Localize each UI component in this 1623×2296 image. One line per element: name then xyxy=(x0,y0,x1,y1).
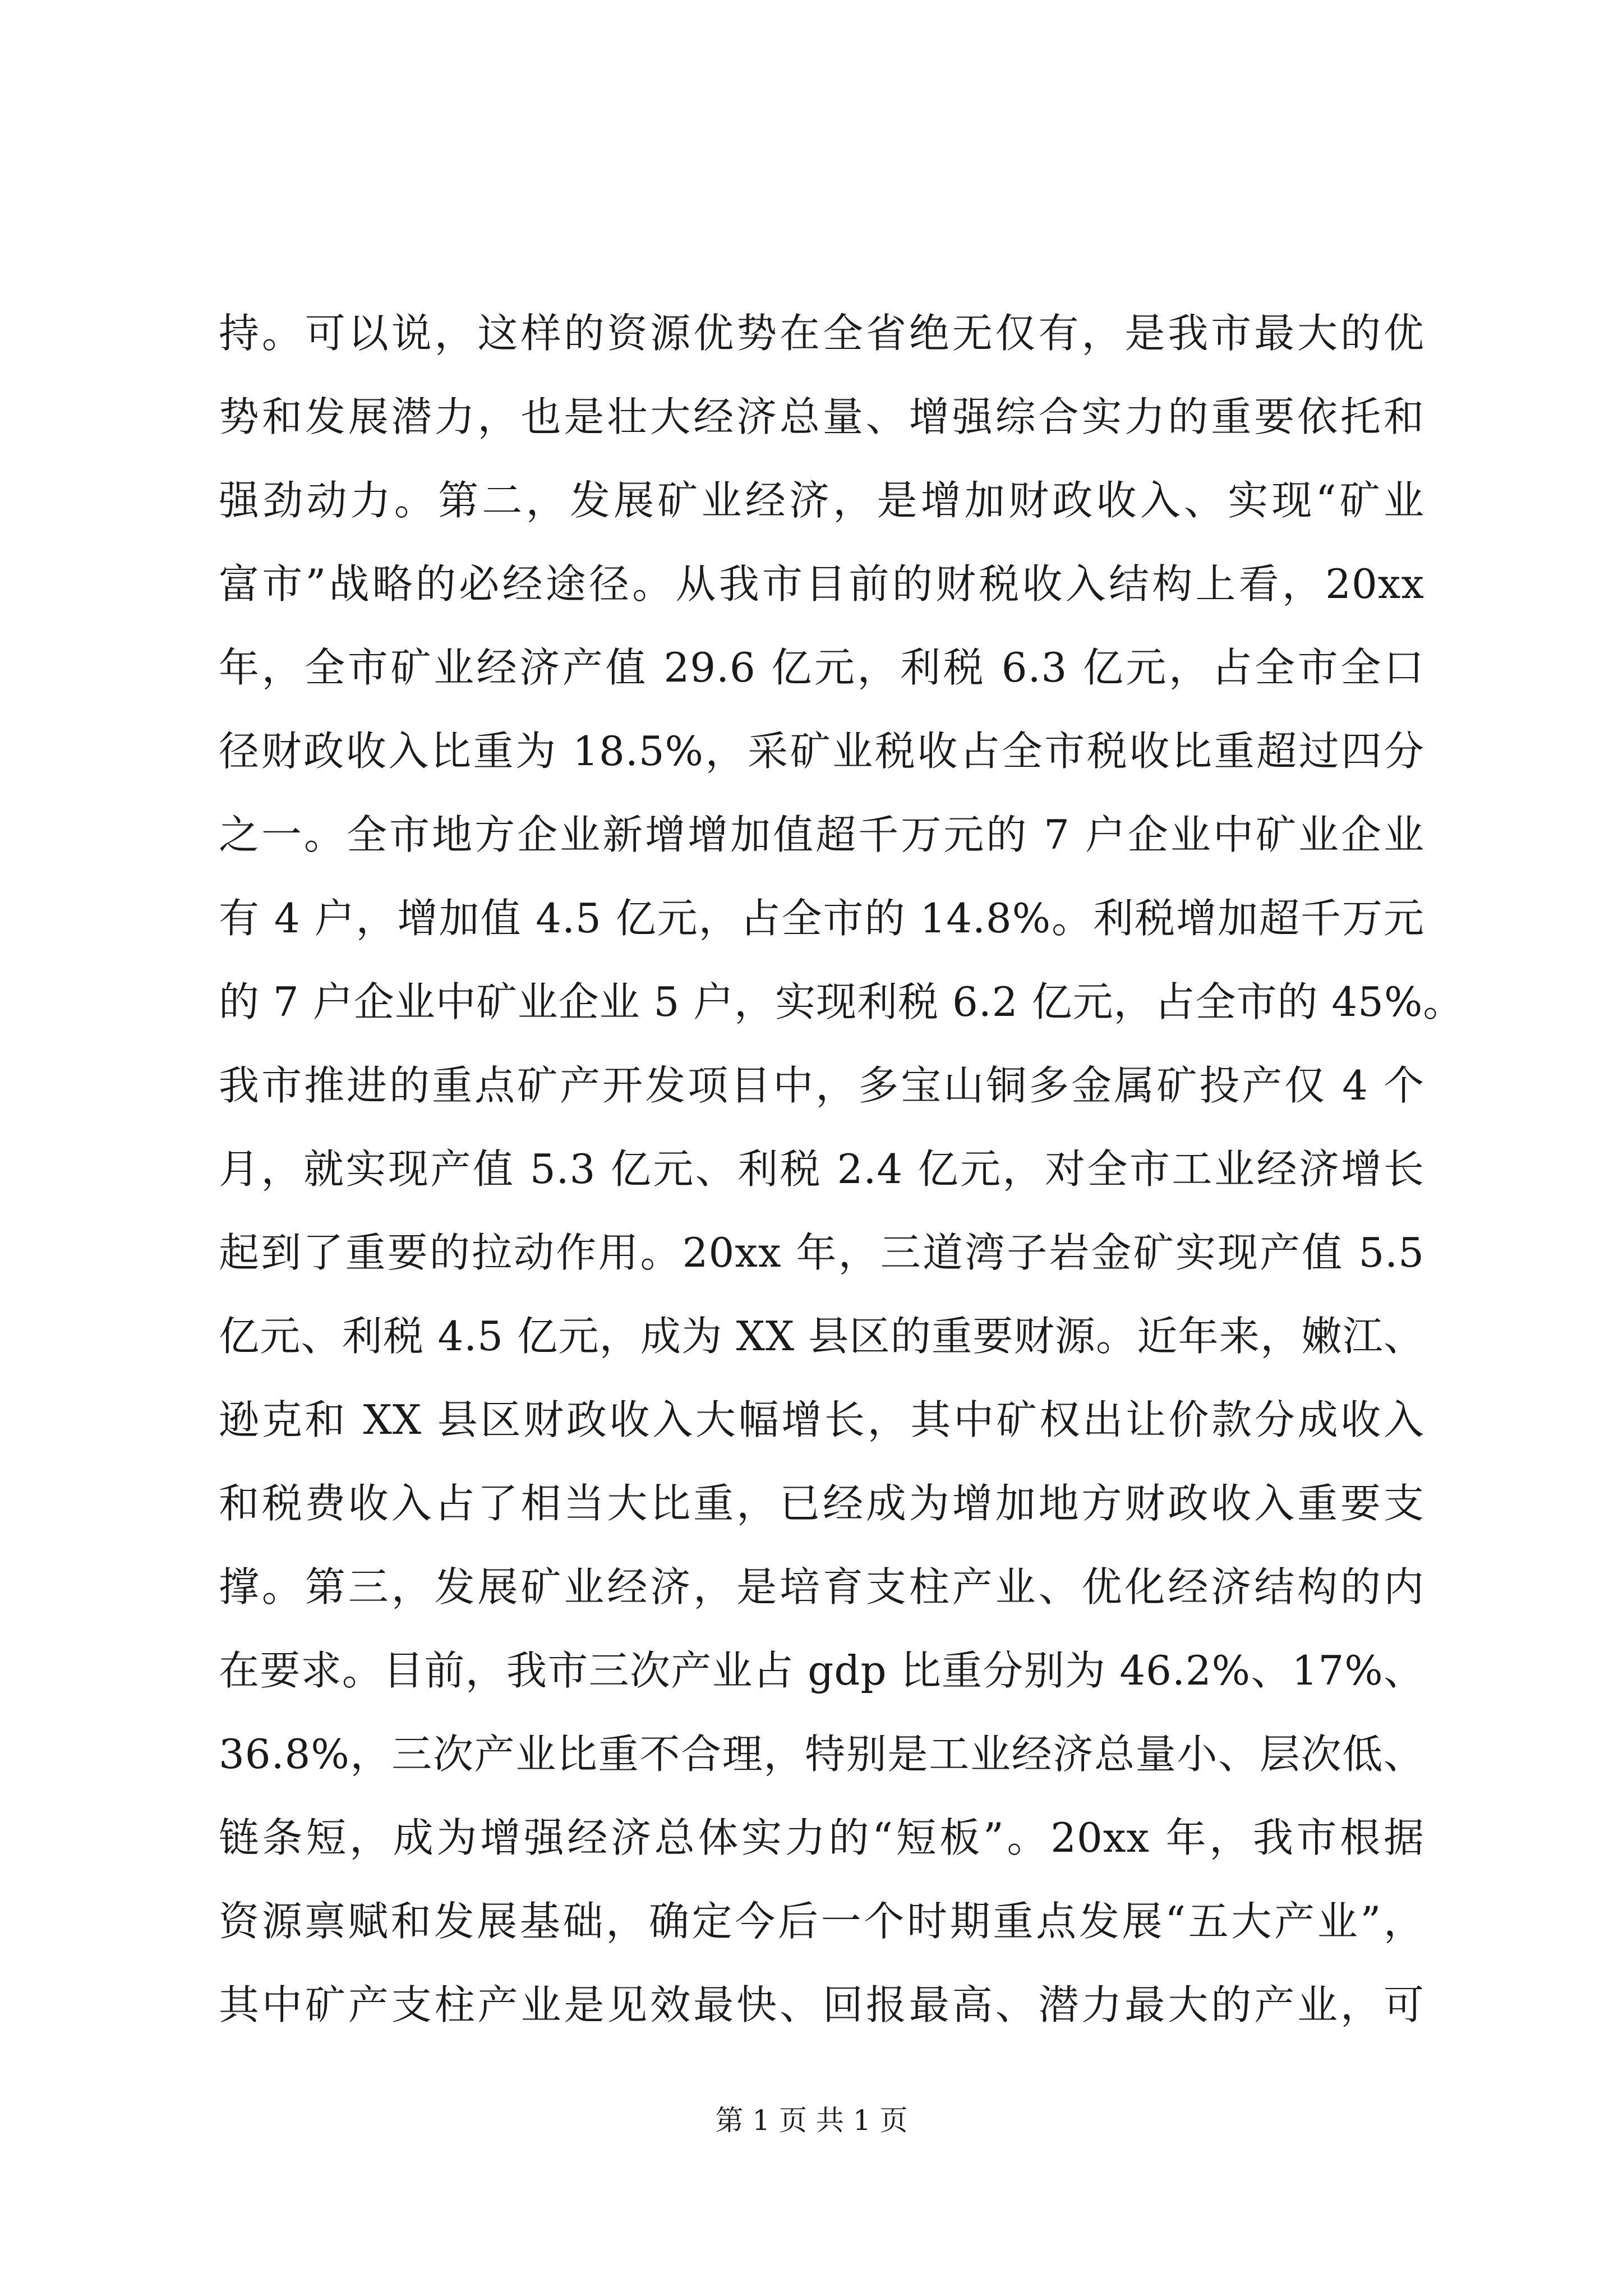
text-line: 月，就实现产值 5.3 亿元、利税 2.4 亿元，对全市工业经济增长 xyxy=(219,1145,1424,1193)
text-line: 我市推进的重点矿产开发项目中，多宝山铜多金属矿投产仅 4 个 xyxy=(219,1062,1424,1109)
text-line: 持。可以说，这样的资源优势在全省绝无仅有，是我市最大的优 xyxy=(219,310,1424,357)
text-line: 起到了重要的拉动作用。20xx 年，三道湾子岩金矿实现产值 5.5 xyxy=(219,1229,1424,1276)
text-line: 36.8%，三次产业比重不合理，特别是工业经济总量小、层次低、 xyxy=(219,1731,1424,1778)
text-line: 资源禀赋和发展基础，确定今后一个时期重点发展“五大产业”， xyxy=(219,1898,1424,1945)
text-line: 链条短，成为增强经济总体实力的“短板”。20xx 年，我市根据 xyxy=(219,1814,1424,1861)
text-line: 有 4 户，增加值 4.5 亿元，占全市的 14.8%。利税增加超千万元 xyxy=(219,895,1424,942)
text-line: 撑。第三，发展矿业经济，是培育支柱产业、优化经济结构的内 xyxy=(219,1563,1424,1611)
text-line: 势和发展潜力，也是壮大经济总量、增强综合实力的重要依托和 xyxy=(219,393,1424,440)
text-line: 逊克和 XX 县区财政收入大幅增长，其中矿权出让价款分成收入 xyxy=(219,1396,1424,1443)
text-line: 年，全市矿业经济产值 29.6 亿元，利税 6.3 亿元，占全市全口 xyxy=(219,644,1424,691)
text-line: 在要求。目前，我市三次产业占 gdp 比重分别为 46.2%、17%、 xyxy=(219,1647,1424,1694)
text-line: 其中矿产支柱产业是见效最快、回报最高、潜力最大的产业，可 xyxy=(219,1981,1424,2028)
text-line: 亿元、利税 4.5 亿元，成为 XX 县区的重要财源。近年来，嫩江、 xyxy=(219,1313,1424,1360)
text-line: 的 7 户企业中矿业企业 5 户，实现利税 6.2 亿元，占全市的 45%。 xyxy=(219,978,1464,1025)
body-text xyxy=(219,292,1464,2047)
page-footer: 第 1 页 共 1 页 xyxy=(715,2104,908,2137)
text-line: 强劲动力。第二，发展矿业经济，是增加财政收入、实现“矿业 xyxy=(219,477,1424,524)
text-line: 径财政收入比重为 18.5%，采矿业税收占全市税收比重超过四分 xyxy=(219,728,1424,775)
text-line: 和税费收入占了相当大比重，已经成为增加地方财政收入重要支 xyxy=(219,1480,1424,1527)
text-line: 之一。全市地方企业新增增加值超千万元的 7 户企业中矿业企业 xyxy=(219,811,1424,858)
text-line: 富市”战略的必经途径。从我市目前的财税收入结构上看，20xx xyxy=(219,560,1424,608)
